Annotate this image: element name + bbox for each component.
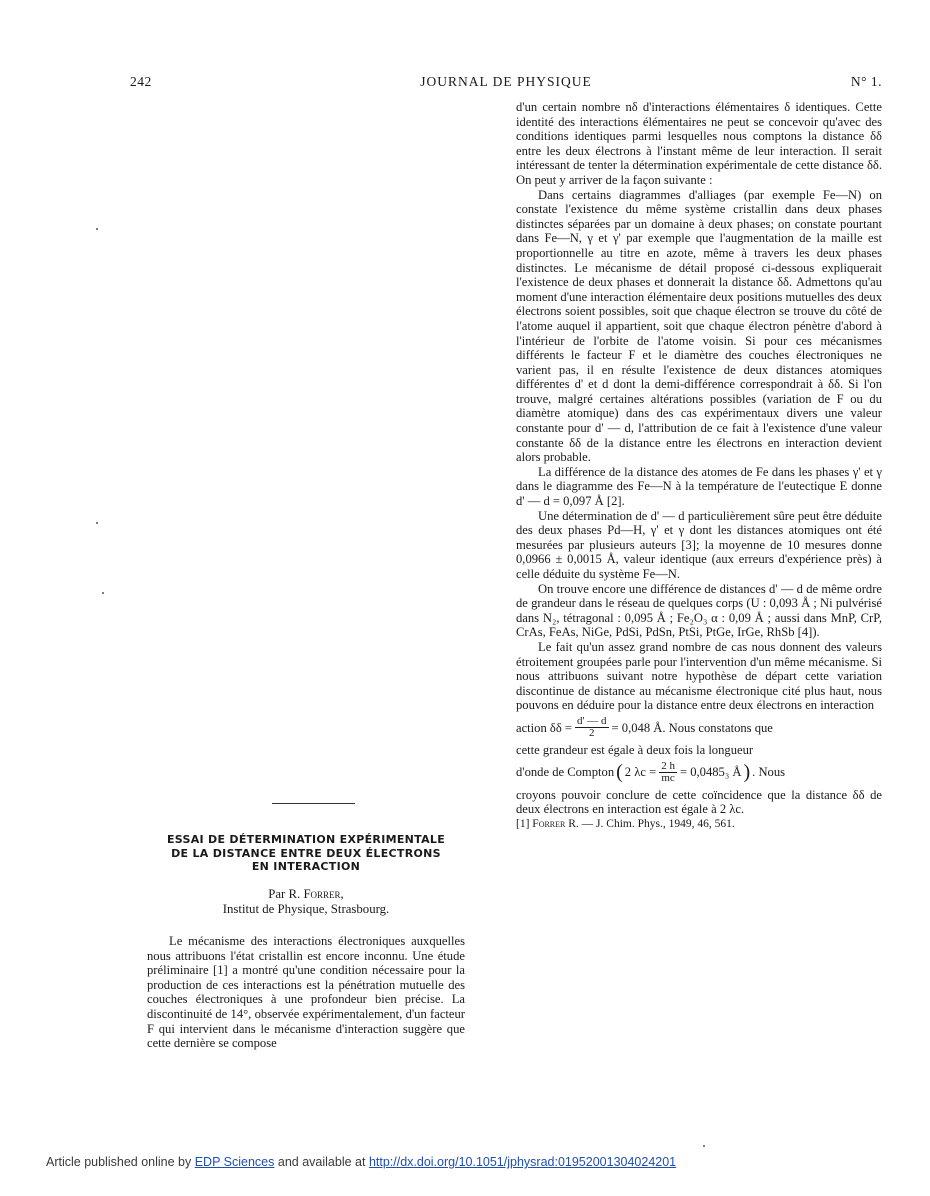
title-line: DE LA DISTANCE ENTRE DEUX ÉLECTRONS [171, 846, 441, 860]
equation-delta [516, 713, 882, 743]
equation-rhs: = 0,048 Å. Nous constatons que [611, 720, 773, 735]
paragraph: Dans certains diagrammes d'alliages (par exemple Fe—N) on constate l'existence du même système cristallin dans deux phases distinctes séparées par un domaine à deux phases; on constate pourtant dans Fe—N, γ et γ' par exemple que l'augmentation de la maille est proportionnelle au titre en azote, même à travers les deux phases distinctes. Le mécanisme de détail proposé ci-dessous expliquerait l'existence de deux phases et donnerait la distance δδ. Admettons qu'au moment d'une interaction élémentaire deux positions mutuelles des deux électrons soient possibles, soit que chaque électron se trouve du côté de l'atome auquel il appartient, soit que chaque électron pénètre d'abord à l'intérieur de l'orbite de l'atome voisin. Si pour ces mécanismes différents le facteur F et le diamètre des couches électroniques ne varient pas, il en résulte l'existence de deux distances atomiques différentes d' et d dont la demi-différence correspondrait à δδ. Si l'on trouve, malgré certaines altérations possibles (variation de F ou du diamètre atomique) dans des cas expérimentaux divers une valeur constante pour d' — d, l'attribution de ce fait à l'existence d'une valeur constante δδ de la distance entre les électrons en interaction devient alors probable. [516, 187, 882, 465]
reference-rest: — J. Chim. Phys., 1949, 46, 561. [581, 817, 735, 830]
title-line: EN INTERACTION [251, 860, 361, 874]
fraction-denominator: mc [661, 772, 675, 785]
paragraph: Le fait qu'un assez grand nombre de cas nous donnent des valeurs étroitement groupées parle pour l'intervention d'un même mécanisme. Si nous attribuons suivant notre hypothèse de départ cette variation discontinue de distance au mécanisme électronique cité plus haut, nous pouvons en déduire pour la distance entre deux électrons en interaction [516, 639, 882, 713]
compton-lhs: 2 λc = [624, 765, 657, 780]
footer [46, 1155, 676, 1169]
article-title [147, 833, 465, 874]
publisher-link[interactable]: EDP Sciences [194, 1155, 275, 1169]
page-number: 242 [130, 74, 152, 89]
scan-speck [102, 592, 104, 594]
affiliation: Institut de Physique, Strasbourg. [222, 902, 390, 916]
abstract-paragraph: Le mécanisme des interactions électroniques auxquelles nous attribuons l'état cristallin est encore inconnu. Une étude préliminaire [1] a montré qu'une condition nécessaire pour la production de ces interactions est la pénétration mutuelle des couches électroniques à une profondeur bien précise. La discontinuité de 14°, observée expérimentalement, d'un facteur F qui intervient dans le mécanisme d'interaction suggère que cette dernière se compose [147, 934, 465, 1051]
reference-1 [516, 817, 882, 831]
issue-number: N° 1. [850, 74, 882, 89]
scan-speck [703, 1145, 705, 1147]
equation-lhs: action δδ = [516, 720, 573, 735]
abstract [147, 934, 465, 1051]
reference-label: [1] [516, 817, 530, 830]
reference-author: Forrer R. [532, 817, 579, 830]
journal-title: JOURNAL DE PHYSIQUE [420, 74, 592, 89]
compton-pre: d'onde de Compton [516, 765, 615, 780]
fraction-numerator: 2 h [661, 760, 675, 773]
doi-link[interactable]: http://dx.doi.org/10.1051/jphysrad:01952001304024201 [368, 1155, 677, 1169]
paragraph: Une détermination de d' — d particulièrement sûre peut être déduite des deux phases Pd—H, γ' et γ dont les distances atomiques ont été mesurées par plusieurs auteurs [3]; la moyenne de 10 mesures donne 0,0966 ± 0,0015 Å, valeur identique (aux erreurs d'expérience près) à celle déduite du système Fe—N. [516, 508, 882, 581]
paragraph: On trouve encore une différence de distances d' — d de même ordre de grandeur dans le réseau de quelques corps (U : 0,093 Å ; Ni pulvérisé dans N₂, tétragonal : 0,095 Å ; Fe₂O₃ α : 0,09 Å ; aussi dans MnP, CrP, CrAs, FeAs, NiGe, PdSi, PdSn, PtSi, PtGe, IrGe, RhSb [4]). [516, 581, 882, 640]
paragraph: La différence de la distance des atomes de Fe dans les phases γ' et γ dans le diagramme des Fe—N à la température de l'eutectique E donne d' — d = 0,097 Å [2]. [516, 464, 882, 509]
footer-middle: and available at [277, 1155, 366, 1169]
section-divider [272, 803, 355, 804]
compton-post: . Nous [752, 765, 786, 780]
author-block [147, 887, 465, 917]
scan-speck [96, 522, 98, 524]
footer-prefix: Article published online by [46, 1155, 192, 1169]
compton-rhs: = 0,0485₃ Å [679, 765, 742, 780]
equation-fraction [575, 716, 608, 739]
author-prefix: Par R. [268, 887, 301, 901]
equation-compton: d'onde de Compton ( 2 λc = $\frac{2 h}{mc}$ = 0,0485₃ Å ) . Nous [516, 760, 786, 785]
fraction-denominator: 2 [589, 727, 595, 740]
fraction-numerator: d' — d [577, 715, 607, 728]
compton-fraction [659, 761, 677, 784]
paragraph-continuation: croyons pouvoir conclure de cette coïncidence que la distance δδ de deux électrons en interaction est égale à 2 λc. [516, 787, 882, 817]
paragraph: d'un certain nombre nδ d'interactions élémentaires δ identiques. Cette identité des interactions élémentaires ne peut se concevoir qu'avec des conditions identiques parmi lesquelles nous comptons la distance δδ entre les deux électrons à l'instant même de leur interaction. Il serait intéressant de tenter la détermination expérimentale de cette distance δδ. On peut y arriver de la façon suivante : [516, 100, 882, 187]
paragraph-continuation: cette grandeur est égale à deux fois la longueur [516, 742, 754, 757]
author-name: Forrer, [303, 887, 344, 901]
running-header [130, 74, 882, 92]
scan-speck [96, 228, 98, 230]
title-line: ESSAI DE DÉTERMINATION EXPÉRIMENTALE [166, 833, 446, 846]
right-column [516, 100, 882, 831]
